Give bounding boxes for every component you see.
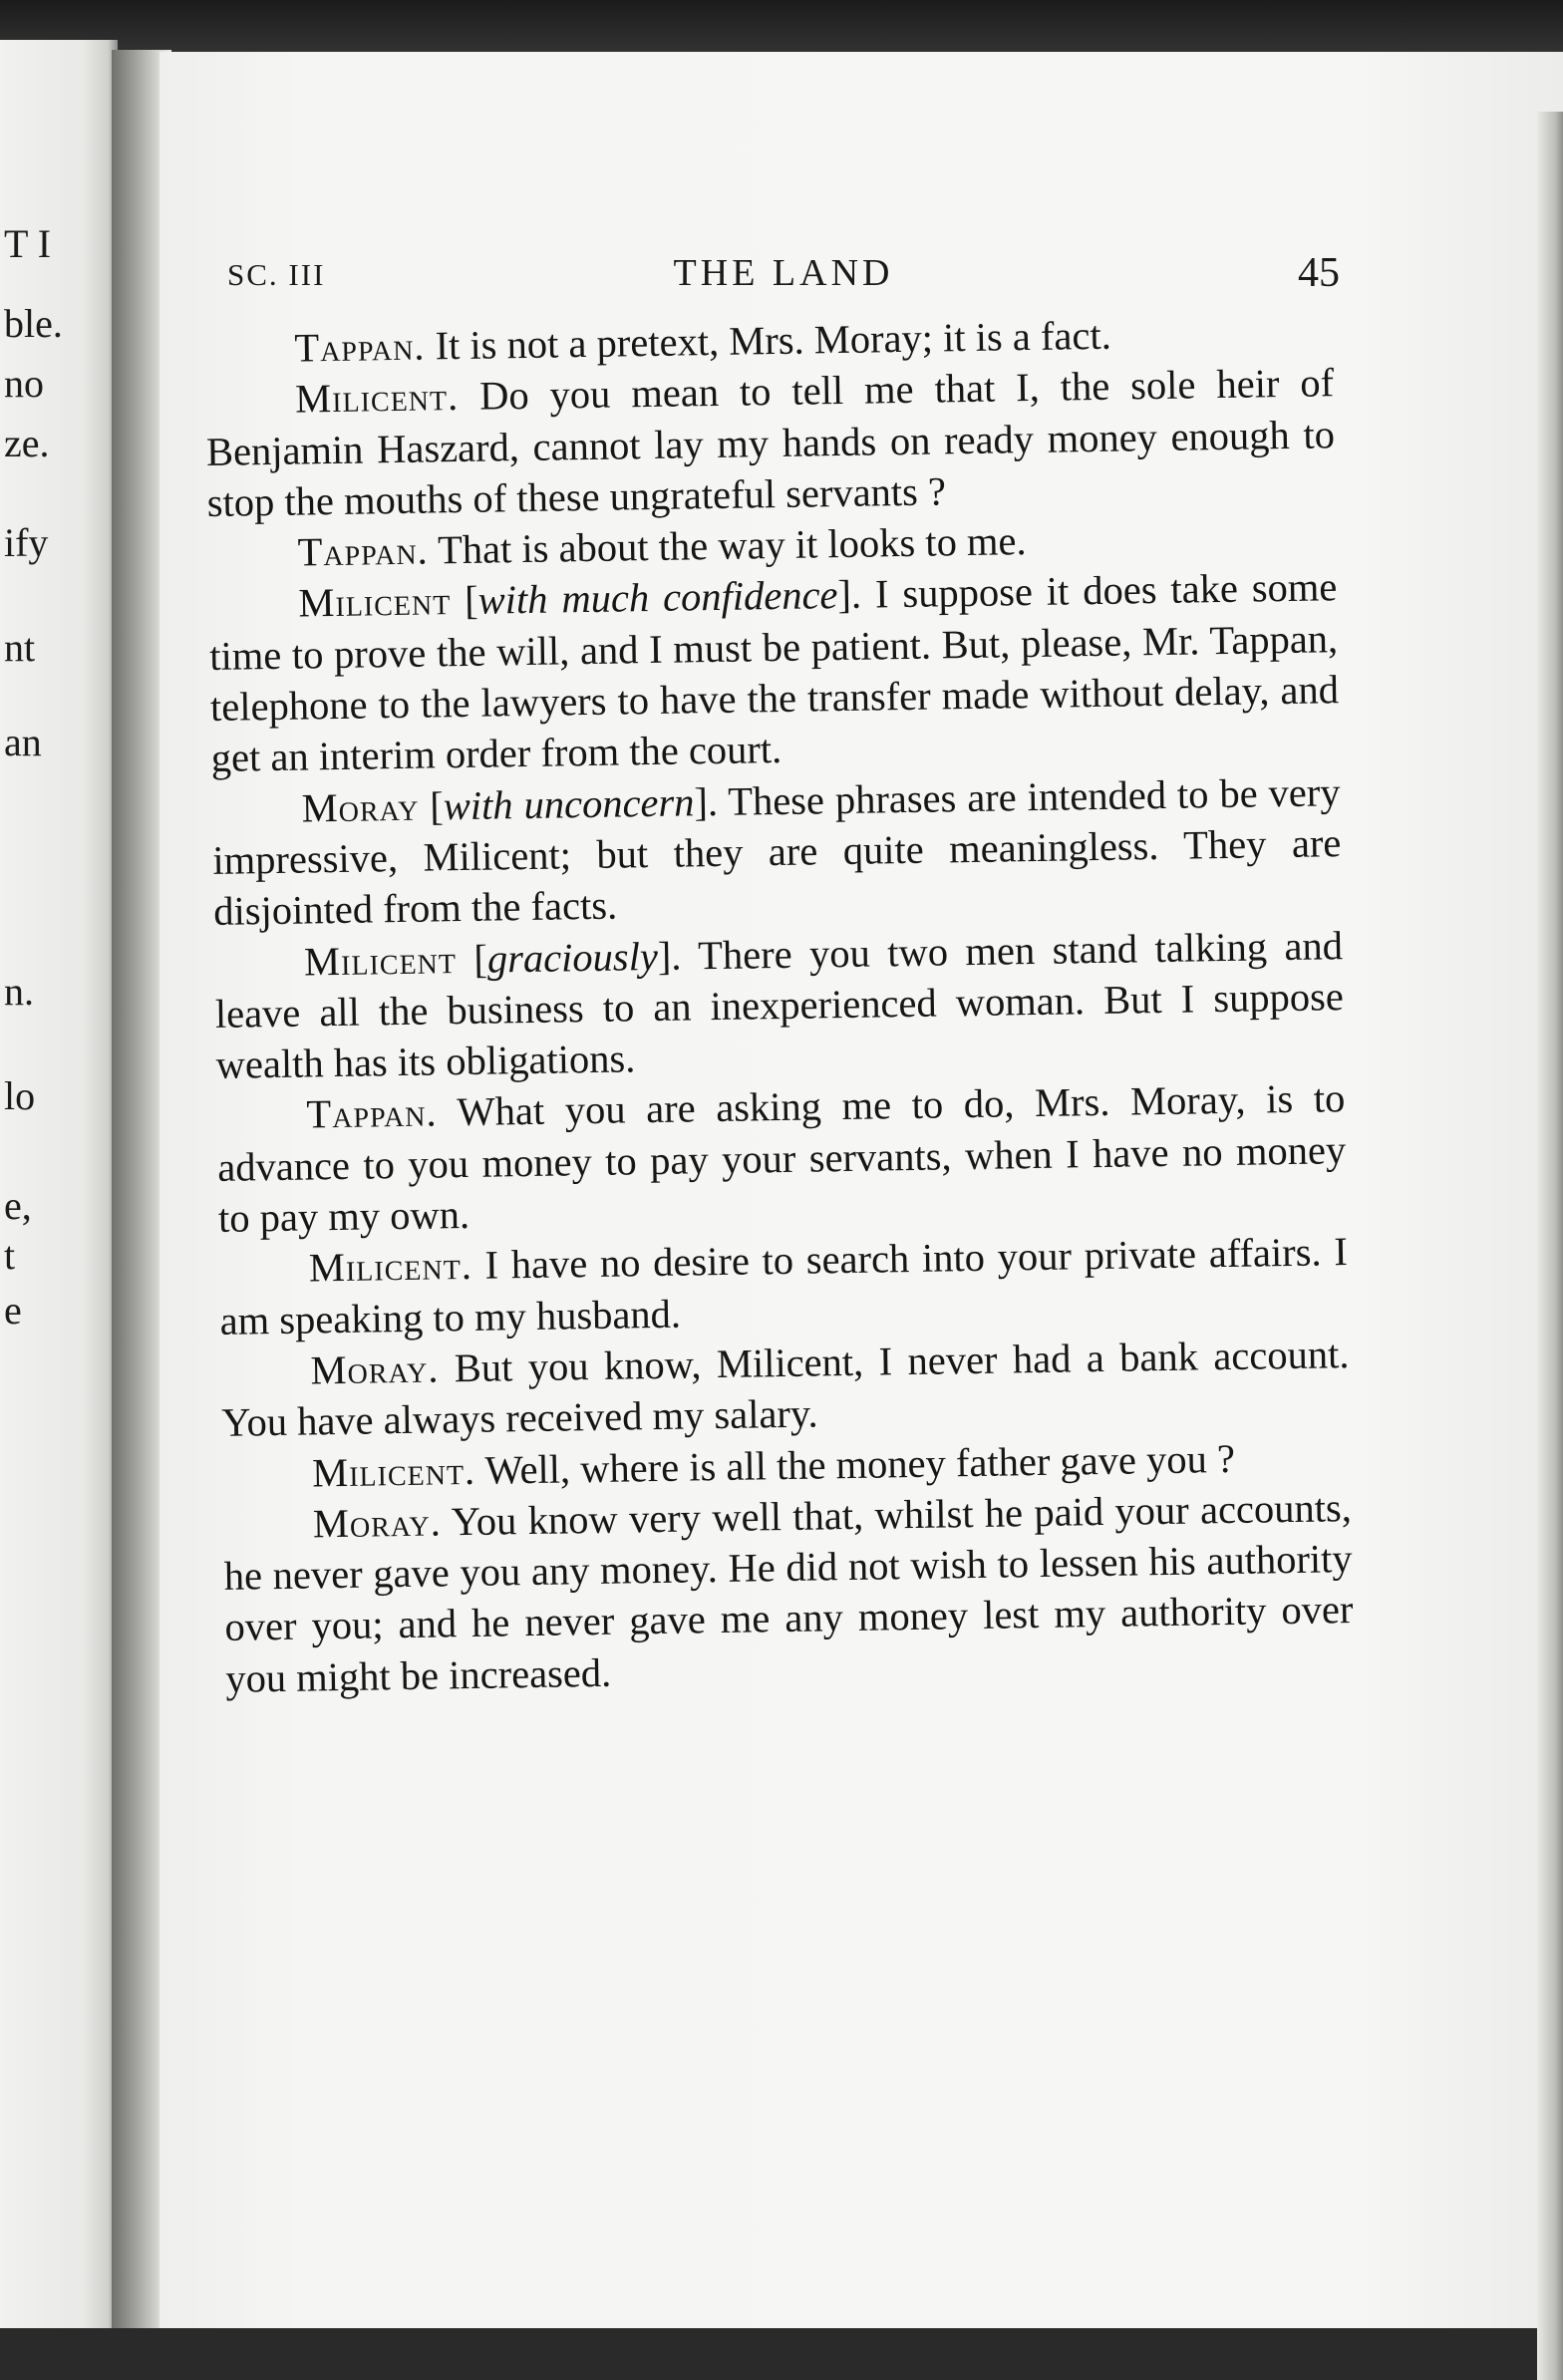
- page-number: 45: [1298, 250, 1340, 296]
- stage-direction: graciously: [486, 933, 659, 982]
- speaker-name: Milicent: [303, 936, 458, 985]
- speaker-name: Moray.: [312, 1499, 443, 1547]
- previous-page-fragment: nt: [4, 625, 36, 670]
- dialogue-paragraph: [220, 1329, 1350, 1448]
- previous-page-fragment: n.: [4, 969, 34, 1014]
- dialogue-paragraph: [205, 358, 1336, 529]
- dialogue-text: I suppose it does take some time to prove the will, and I must be patient. But, please, Mr. Tappan, telephone to the lawyers to have the transfer made without delay, and get an interim order from the court.: [208, 564, 1340, 781]
- dialogue-text: What you are asking me to do, Mrs. Moray, is to advance to you money to pay your servants, when I have no money to pay my own.: [216, 1075, 1347, 1241]
- dialogue-text: You know very well that, whilst he paid your accounts, he never gave you any money. He did not wish to lessen his authority over you; and he never gave me any money lest my authority over you might be increased.: [223, 1484, 1354, 1701]
- previous-page-fragment: an: [4, 720, 42, 764]
- speaker-name: Tappan.: [306, 1089, 438, 1137]
- dialogue-paragraph: Milicent [with much confidence]. I suppose it does take some time to prove the will, and I must be patient. But, please, Mr. Tappan, telephone to the lawyers to have the transfer made without delay, and get an interim order from the court.: [208, 564, 1340, 781]
- speaker-name: Moray.: [310, 1345, 440, 1393]
- previous-page-fragment: no: [4, 361, 44, 406]
- previous-page-fragment: lo: [4, 1073, 36, 1118]
- stage-direction: with unconcern: [443, 779, 695, 828]
- previous-page-edge: [0, 40, 118, 2328]
- dialogue-text: But you know, Milicent, I never had a bank account. You have always received my salary.: [220, 1332, 1350, 1446]
- dialogue-text: It is not a pretext, Mrs. Moray; it is a fact.: [435, 312, 1112, 369]
- speaker-name: Tappan.: [297, 527, 430, 575]
- speaker-name: Milicent.: [311, 1447, 476, 1495]
- dialogue-text: Well, where is all the money father gave you ?: [484, 1435, 1236, 1493]
- dialogue-text: That is about the way it looks to me.: [437, 518, 1027, 573]
- dialogue-text: Do you mean to tell me that I, the sole heir of Benjamin Haszard, cannot lay my hands on ready money enough to stop the mouths of these ungrateful servants ?: [205, 360, 1336, 525]
- previous-page-fragment: e: [4, 1288, 22, 1333]
- dialogue-paragraph: Moray [with unconcern]. These phrases are intended to be very impressive, Milicent; but they are quite meaningless. They are disjointed from the facts.: [212, 768, 1342, 935]
- speaker-name: Moray: [301, 783, 420, 831]
- dialogue-paragraph: [223, 1482, 1355, 1704]
- stage-direction: with much confidence: [477, 572, 838, 624]
- previous-page-fragment: T I: [4, 221, 52, 266]
- speaker-name: Milicent.: [294, 374, 460, 422]
- dialogue-text: These phrases are intended to be very impressive, Milicent; but they are quite meaningless. They are disjointed from the facts.: [212, 768, 1342, 935]
- speaker-name: Milicent: [298, 578, 452, 627]
- previous-page-fragment: e,: [4, 1183, 32, 1228]
- dialogue-paragraph: [219, 1226, 1349, 1345]
- speaker-name: Milicent.: [308, 1243, 473, 1291]
- play-text: [204, 306, 1355, 1704]
- running-header: [227, 249, 1340, 309]
- previous-page-fragment: ify: [4, 520, 49, 565]
- book-title: THE LAND: [673, 252, 894, 294]
- page-edge: [1537, 112, 1563, 2380]
- dialogue-paragraph: [216, 1073, 1347, 1245]
- previous-page-fragment: t: [4, 1233, 16, 1278]
- scene-label: SC. III: [227, 257, 326, 292]
- dialogue-paragraph: Milicent [graciously]. There you two men stand talking and leave all the business to an inexperienced woman. But I suppose wealth has its obligations.: [214, 922, 1345, 1088]
- dialogue-text: There you two men stand talking and leave all the business to an inexperienced woman. But I suppose wealth has its obligations.: [214, 922, 1345, 1088]
- previous-page-fragment: ble.: [4, 301, 63, 346]
- speaker-name: Tappan.: [294, 323, 426, 371]
- previous-page-fragment: ze.: [4, 421, 50, 465]
- dialogue-text: I have no desire to search into your private affairs. I am speaking to my husband.: [219, 1229, 1349, 1343]
